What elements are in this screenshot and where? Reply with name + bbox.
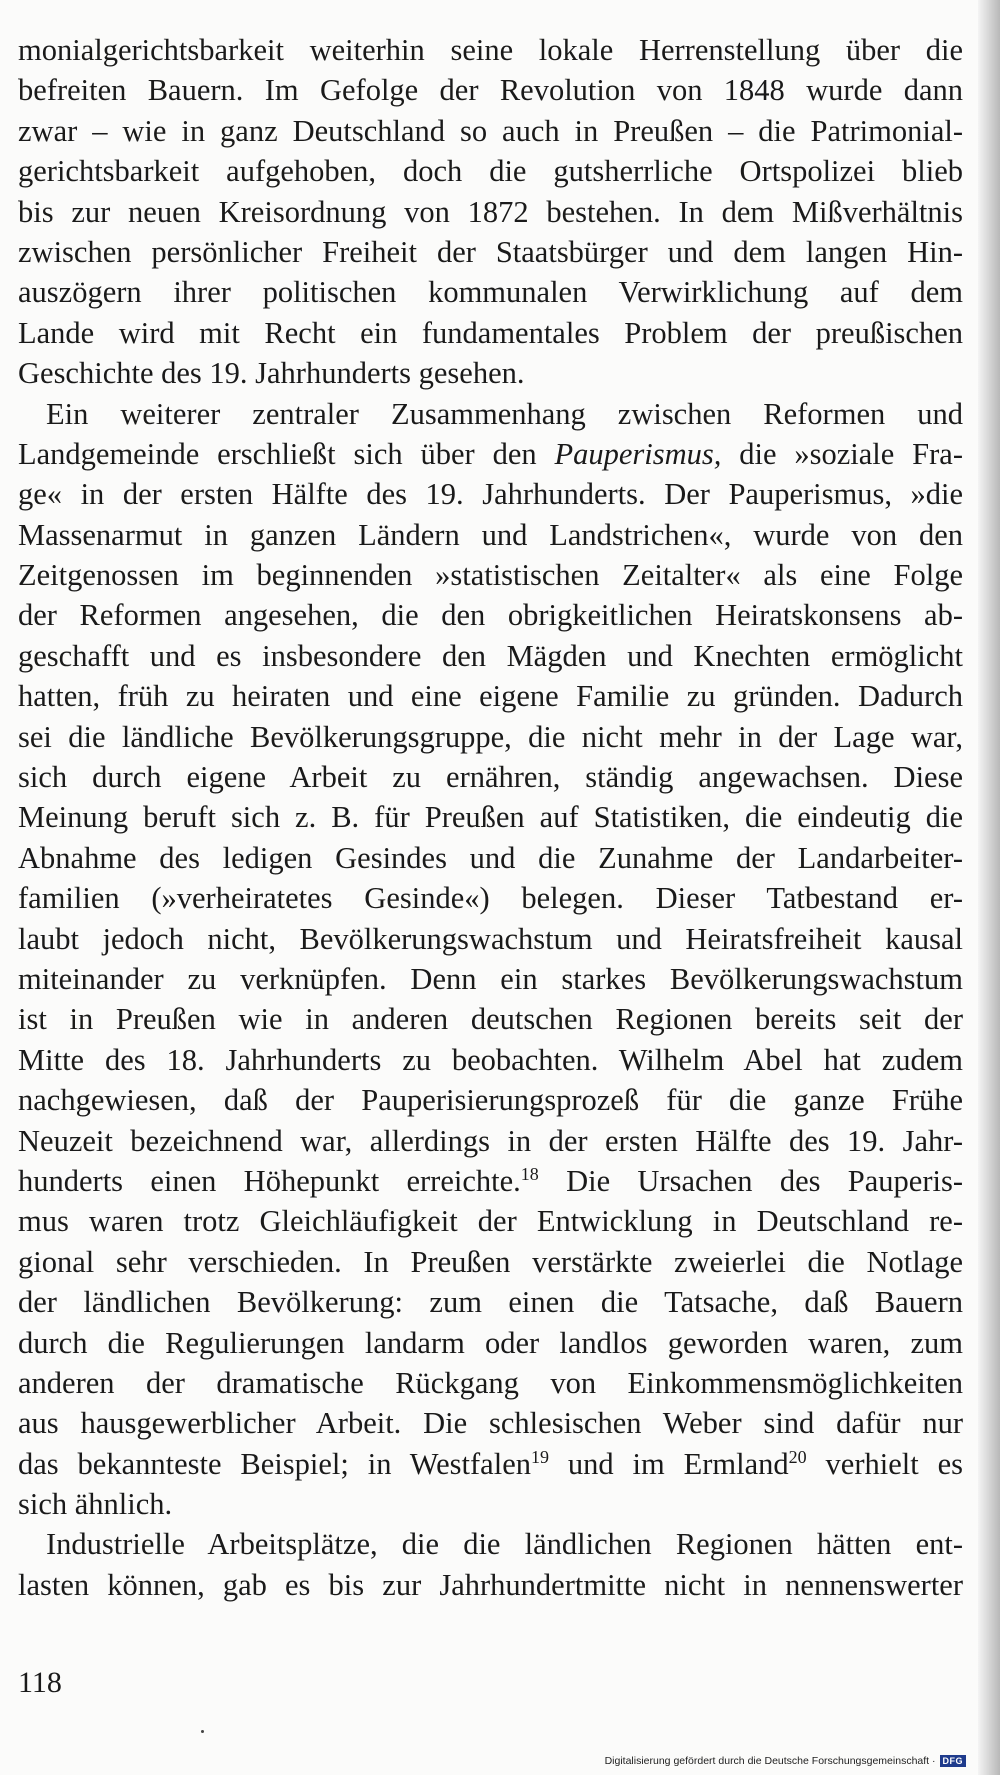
text-line: aus hausgewerblicher Arbeit. Die schlesischen Weber sind dafür nur xyxy=(18,1406,963,1441)
text-line: sich ähnlich. xyxy=(18,1487,173,1522)
text-line: sei die ländliche Bevölkerungsgruppe, die nicht mehr in der Lage war, xyxy=(18,719,963,754)
footnote-ref-19[interactable]: 19 xyxy=(530,1446,549,1467)
footnote-ref-18[interactable]: 18 xyxy=(520,1163,539,1184)
text-span: und im Ermland xyxy=(548,1446,789,1481)
text-line: sich durch eigene Arbeit zu ernähren, ständig angewachsen. Diese xyxy=(18,760,963,795)
text-line: Meinung beruft sich z. B. für Preußen auf Statistiken, die eindeutig die xyxy=(18,800,963,835)
text-line: laubt jedoch nicht, Bevölkerungswachstum und Heiratsfreiheit kausal xyxy=(18,921,963,956)
text-line: Lande wird mit Recht ein fundamentales Problem der preußischen xyxy=(18,315,963,350)
footnote-ref-20[interactable]: 20 xyxy=(788,1446,807,1467)
digitization-credit xyxy=(605,1755,966,1767)
text-span: hunderts einen Höhepunkt erreichte. xyxy=(18,1163,521,1198)
text-line: anderen der dramatische Rückgang von Einkommensmöglichkeiten xyxy=(18,1365,963,1400)
text-line: Mitte des 18. Jahrhunderts zu beobachten. Wilhelm Abel hat zudem xyxy=(18,1042,963,1077)
credit-text: Digitalisierung gefördert durch die Deutsche Forschungsgemeinschaft · xyxy=(604,1755,936,1767)
paragraph-3 xyxy=(18,1524,963,1605)
page-number: 118 xyxy=(18,1666,62,1699)
text-line xyxy=(18,434,963,474)
text-line xyxy=(18,1444,963,1484)
text-span: Die Ursachen des Pauperis- xyxy=(538,1163,963,1198)
scan-speck xyxy=(201,1730,204,1733)
text-span: das bekannteste Beispiel; in Westfalen xyxy=(18,1446,531,1481)
text-line: zwischen persönlicher Freiheit der Staatsbürger und dem langen Hin- xyxy=(18,234,963,269)
text-line: lasten können, gab es bis zur Jahrhundertmitte nicht in nennenswerter xyxy=(18,1567,963,1602)
text-line: Ein weiterer zentraler Zusammenhang zwischen Reformen und xyxy=(46,396,963,431)
body-text xyxy=(18,30,963,1605)
dfg-logo: DFG xyxy=(940,1755,967,1767)
text-line: Neuzeit bezeichnend war, allerdings in der ersten Hälfte des 19. Jahr- xyxy=(18,1123,963,1158)
text-line: bis zur neuen Kreisordnung von 1872 bestehen. In dem Mißverhältnis xyxy=(18,194,963,229)
text-line: der ländlichen Bevölkerung: zum einen die Tatsache, daß Bauern xyxy=(18,1285,963,1320)
text-line: befreiten Bauern. Im Gefolge der Revolution von 1848 wurde dann xyxy=(18,73,963,108)
text-line: gerichtsbarkeit aufgehoben, doch die gutsherrliche Ortspolizei blieb xyxy=(18,154,963,189)
page-binding-shadow xyxy=(978,0,1000,1775)
text-line: Geschichte des 19. Jahrhunderts gesehen. xyxy=(18,356,525,391)
text-line: ist in Preußen wie in anderen deutschen Regionen bereits seit der xyxy=(18,1002,963,1037)
text-line: mus waren trotz Gleichläufigkeit der Entwicklung in Deutschland re- xyxy=(18,1204,963,1239)
text-span: die »soziale Fra- xyxy=(721,436,963,471)
text-line: ge« in der ersten Hälfte des 19. Jahrhunderts. Der Pauperismus, »die xyxy=(18,477,963,512)
italic-term: Pauperismus, xyxy=(554,436,722,471)
text-line: nachgewiesen, daß der Pauperisierungsprozeß für die ganze Frühe xyxy=(18,1083,963,1118)
text-line xyxy=(18,1161,963,1201)
text-line: geschafft und es insbesondere den Mägden und Knechten ermöglicht xyxy=(18,638,963,673)
text-line: hatten, früh zu heiraten und eine eigene Familie zu gründen. Dadurch xyxy=(18,679,963,714)
text-line: der Reformen angesehen, die den obrigkeitlichen Heiratskonsens ab- xyxy=(18,598,963,633)
text-line: Industrielle Arbeitsplätze, die die ländlichen Regionen hätten ent- xyxy=(46,1527,963,1562)
text-line: Zeitgenossen im beginnenden »statistischen Zeitalter« als eine Folge xyxy=(18,558,963,593)
text-line: auszögern ihrer politischen kommunalen Verwirklichung auf dem xyxy=(18,275,963,310)
text-line: familien (»verheiratetes Gesinde«) belegen. Dieser Tatbestand er- xyxy=(18,881,963,916)
text-line: zwar – wie in ganz Deutschland so auch in Preußen – die Patrimonial- xyxy=(18,113,963,148)
text-span: verhielt es xyxy=(806,1446,963,1481)
text-span: Landgemeinde erschließt sich über den xyxy=(18,436,555,471)
text-line: gional sehr verschieden. In Preußen verstärkte zweierlei die Notlage xyxy=(18,1244,963,1279)
paragraph-1 xyxy=(18,30,963,394)
text-line: miteinander zu verknüpfen. Denn ein starkes Bevölkerungswachstum xyxy=(18,961,963,996)
text-line: durch die Regulierungen landarm oder landlos geworden waren, zum xyxy=(18,1325,963,1360)
paragraph-2 xyxy=(18,394,963,1525)
text-line: monialgerichtsbarkeit weiterhin seine lokale Herrenstellung über die xyxy=(18,33,963,67)
text-line: Abnahme des ledigen Gesindes und die Zunahme der Landarbeiter- xyxy=(18,840,963,875)
text-line: Massenarmut in ganzen Ländern und Landstrichen«, wurde von den xyxy=(18,517,963,552)
